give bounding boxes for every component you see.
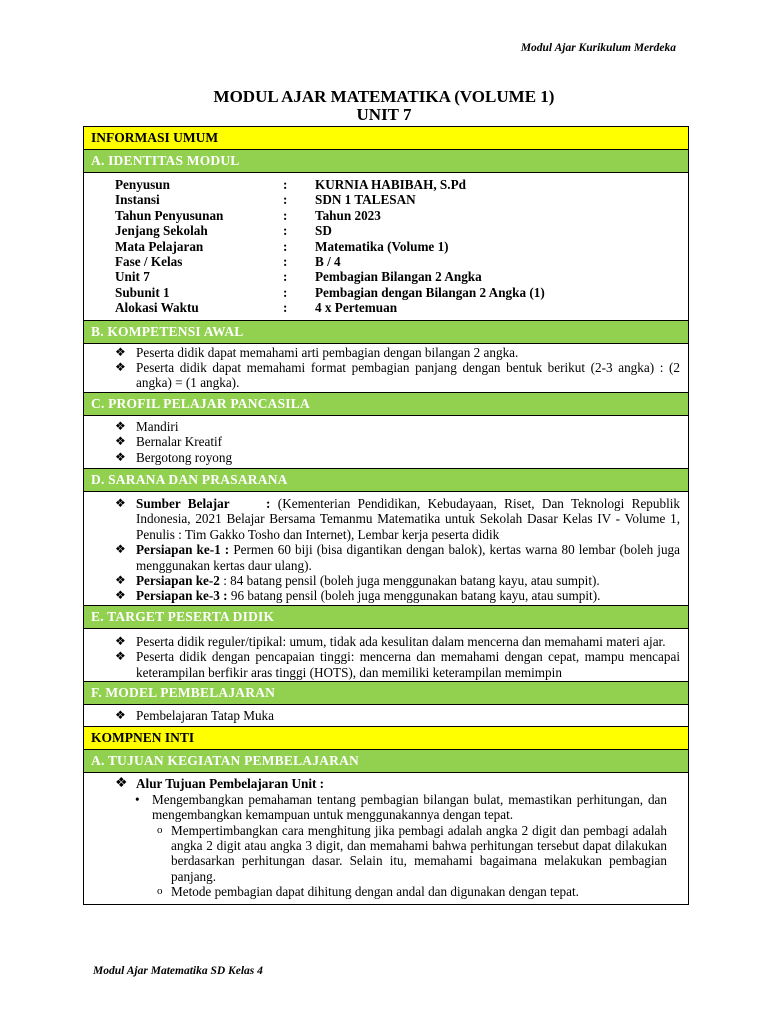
list-item-text: Pembelajaran Tatap Muka: [136, 708, 274, 724]
diamond-bullet-icon: ❖: [115, 649, 126, 664]
list-item: [115, 884, 667, 899]
identitas-row: [115, 269, 688, 284]
identitas-value: Tahun 2023: [315, 207, 381, 223]
list-item: [115, 634, 680, 649]
heading-identitas-modul: A. IDENTITAS MODUL: [84, 150, 688, 173]
page-title: [0, 88, 768, 124]
diamond-bullet-icon: ❖: [115, 359, 126, 374]
list-item-text: Peserta didik reguler/tipikal: umum, tidak ada kesulitan dalam mencerna dan memahami materi ajar.: [136, 633, 666, 649]
sarana-text: (Kementerian Pendidikan, Kebudayaan, Riset, Dan Teknologi Republik Indonesia, 2021 Belajar Bersama Temanmu Matematika untuk Sekolah Dasar Kelas IV - Volume 1, Penulis : Tim Gakko Tosho dan Internet), Lembar kerja peserta didik: [136, 495, 680, 542]
list-item-text: [136, 588, 680, 603]
target-list: [84, 629, 688, 682]
heading-target-peserta: E. TARGET PESERTA DIDIK: [84, 606, 688, 629]
identitas-colon: :: [283, 300, 288, 316]
list-item: [115, 649, 680, 680]
identitas-label: Mata Pelajaran: [115, 238, 204, 254]
diamond-bullet-icon: ❖: [115, 542, 126, 557]
sarana-list: [84, 492, 688, 606]
list-item-text: Mandiri: [136, 418, 179, 434]
heading-sarana-prasarana: D. SARANA DAN PRASARANA: [84, 469, 688, 492]
identitas-colon: :: [283, 269, 288, 285]
list-item-text: Bergotong royong: [136, 449, 233, 465]
sarana-text: 96 batang pensil (boleh juga menggunakan batang kayu, atau sumpit).: [227, 588, 601, 604]
running-header: Modul Ajar Kurikulum Merdeka: [520, 42, 676, 54]
identitas-colon: :: [283, 207, 288, 223]
identitas-label: Instansi: [115, 192, 160, 208]
identitas-value: 4 x Pertemuan: [315, 300, 398, 316]
list-item: [115, 573, 680, 588]
identitas-label: Alokasi Waktu: [115, 300, 199, 316]
diamond-bullet-icon: ❖: [115, 708, 126, 723]
diamond-bullet-icon: ❖: [115, 572, 126, 587]
module-table: [83, 126, 689, 905]
section-komponen-inti: KOMPNEN INTI: [84, 727, 688, 750]
sarana-label: Persiapan ke-3 :: [136, 588, 228, 604]
identitas-row: [115, 192, 688, 207]
tujuan-content: [84, 773, 688, 904]
identitas-colon: :: [283, 223, 288, 239]
identitas-row: [115, 208, 688, 223]
identitas-colon: :: [283, 192, 288, 208]
diamond-bullet-icon: ❖: [115, 776, 128, 792]
diamond-bullet-icon: ❖: [115, 633, 126, 648]
list-item-text: Mengembangkan pemahaman tentang pembagian bilangan bulat, memastikan perhitungan, dan mengembangkan kemampuan untuk menggunakannya dengan tepat.: [152, 791, 667, 823]
identitas-row: [115, 177, 688, 192]
list-item-text: Peserta didik dapat memahami format pembagian panjang dengan bentuk berikut (2-3 angka) : (2 angka) = (1 angka).: [136, 359, 680, 391]
list-item: [115, 708, 680, 723]
identitas-value: KURNIA HABIBAH, S.Pd: [315, 177, 466, 192]
list-item: [115, 360, 680, 391]
kompetensi-list: [84, 344, 688, 393]
identitas-row: [115, 239, 688, 254]
list-item-text: [136, 496, 680, 542]
circle-bullet-icon: o: [157, 885, 163, 898]
identitas-value: Pembagian Bilangan 2 Angka: [315, 269, 482, 285]
heading-tujuan-kegiatan: A. TUJUAN KEGIATAN PEMBELAJARAN: [84, 750, 688, 773]
identitas-label: Fase / Kelas: [115, 253, 183, 269]
identitas-value: B / 4: [315, 253, 341, 269]
diamond-bullet-icon: ❖: [115, 418, 126, 433]
identitas-label: Subunit 1: [115, 284, 170, 300]
list-item: [115, 345, 680, 360]
list-item-text: Bernalar Kreatif: [136, 434, 223, 450]
diamond-bullet-icon: ❖: [115, 434, 126, 449]
sarana-label: Sumber Belajar :: [136, 495, 271, 511]
identitas-value: Matematika (Volume 1): [315, 238, 449, 254]
sarana-text: : 84 batang pensil (boleh juga menggunakan batang kayu, atau sumpit).: [219, 572, 600, 588]
list-item-text: [136, 573, 680, 588]
list-item: [115, 792, 667, 823]
sarana-label: Persiapan ke-1 :: [136, 542, 230, 558]
list-item: [115, 496, 680, 542]
running-footer: Modul Ajar Matematika SD Kelas 4: [93, 965, 263, 977]
list-item: [115, 419, 680, 434]
circle-bullet-icon: o: [157, 823, 163, 836]
list-item-text: Peserta didik dapat memahami arti pembagian dengan bilangan 2 angka.: [136, 344, 519, 360]
identitas-colon: :: [283, 284, 288, 300]
title-line-1: MODUL AJAR MATEMATIKA (VOLUME 1): [213, 87, 555, 106]
title-line-2: UNIT 7: [356, 105, 412, 124]
identitas-label: Unit 7: [115, 269, 150, 285]
identitas-label: Tahun Penyusunan: [115, 207, 224, 223]
profil-list: [84, 416, 688, 469]
list-item: [115, 542, 680, 573]
identitas-row: [115, 300, 688, 315]
identitas-value: Pembagian dengan Bilangan 2 Angka (1): [315, 284, 545, 300]
heading-model-pembelajaran: F. MODEL PEMBELAJARAN: [84, 682, 688, 705]
heading-kompetensi-awal: B. KOMPETENSI AWAL: [84, 321, 688, 344]
bullet-dot-icon: •: [135, 791, 140, 807]
identitas-value: SDN 1 TALESAN: [315, 192, 416, 208]
list-item-text: Metode pembagian dapat dihitung dengan andal dan digunakan dengan tepat.: [171, 884, 579, 900]
identitas-colon: :: [283, 253, 288, 269]
identitas-colon: :: [283, 238, 288, 254]
alur-label: Alur Tujuan Pembelajaran Unit :: [136, 776, 325, 792]
identitas-row: [115, 285, 688, 300]
identitas-row: [115, 223, 688, 238]
list-item-text: [136, 542, 680, 573]
sarana-text: Permen 60 biji (bisa digantikan dengan balok), kertas warna 80 lembar (boleh juga menggunakan kertas daur ulang).: [136, 542, 681, 573]
diamond-bullet-icon: ❖: [115, 588, 126, 603]
diamond-bullet-icon: ❖: [115, 344, 126, 359]
identitas-label: Penyusun: [115, 177, 170, 192]
identitas-colon: :: [283, 177, 288, 192]
identitas-row: [115, 254, 688, 269]
identitas-value: SD: [315, 223, 332, 239]
list-item: [115, 588, 680, 603]
heading-profil-pelajar: C. PROFIL PELAJAR PANCASILA: [84, 393, 688, 416]
alur-heading: [115, 776, 667, 791]
list-item: [115, 823, 667, 885]
diamond-bullet-icon: ❖: [115, 495, 126, 510]
identitas-table: [84, 173, 688, 321]
list-item-text: Peserta didik dengan pencapaian tinggi: mencerna dan memahami dengan cepat, mampu mencapai keterampilan berfikir aras tinggi (HOTS), dan memiliki keterampilan memimpin: [136, 649, 680, 680]
diamond-bullet-icon: ❖: [115, 449, 126, 464]
identitas-label: Jenjang Sekolah: [115, 223, 208, 239]
list-item-text: Mempertimbangkan cara menghitung jika pembagi adalah angka 2 digit dan pembagi adalah angka 2 digit atau angka 3 digit, dan memahami bahwa perhitungan tersebut dapat dilakukan berdasarkan perhitungan dasar. Selain itu, memahami bagaimana melakukan pembagian panjang.: [171, 822, 667, 884]
sarana-label: Persiapan ke-2: [136, 572, 220, 588]
model-list: [84, 705, 688, 727]
list-item: [115, 450, 680, 465]
list-item: [115, 434, 680, 449]
section-informasi-umum: INFORMASI UMUM: [84, 127, 688, 150]
